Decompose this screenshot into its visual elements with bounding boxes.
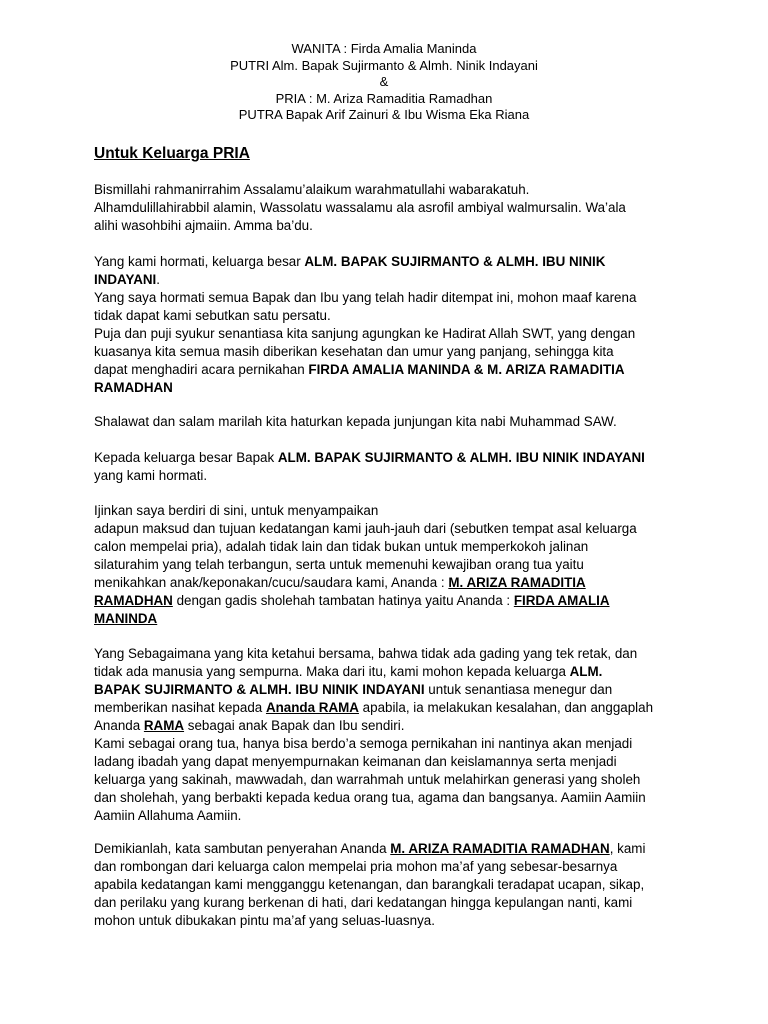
text-line: dan perilaku yang kurang berkenan di hati, dari kedatangan hingga kepulangan nanti, kami — [94, 895, 633, 910]
text-line: Kepada keluarga besar Bapak ALM. BAPAK SUJIRMANTO & ALMH. IBU NINIK INDAYANI — [94, 450, 645, 465]
paragraph-closing — [94, 840, 684, 930]
couple-name-bold: RAMADHAN — [94, 380, 173, 395]
text-line: adapun maksud dan tujuan kedatangan kami jauh-jauh dari (sebutken tempat asal keluarga — [94, 521, 637, 536]
groom-nickname: Ananda RAMA — [265, 700, 359, 715]
groom-line: PRIA : M. Ariza Ramaditia Ramadhan — [275, 90, 493, 106]
text-line: tidak dapat kami sebutkan satu persatu. — [94, 308, 331, 323]
text-line: Bismillahi rahmanirrahim Assalamu’alaikum warahmatullahi wabarakatuh. — [94, 182, 530, 197]
paragraph-advice — [94, 645, 684, 825]
text-line: BAPAK SUJIRMANTO & ALMH. IBU NINIK INDAYANI untuk senantiasa menegur dan — [94, 682, 613, 697]
groom-parents-line: PUTRA Bapak Arif Zainuri & Ibu Wisma Eka Riana — [238, 107, 530, 122]
text-line: silaturahim yang telah terbangun, serta untuk memenuhi kewajiban orang tua yaitu — [94, 557, 584, 572]
document-header — [0, 41, 768, 124]
text-line: Demikianlah, kata sambutan penyerahan Ananda M. ARIZA RAMADITIA RAMADHAN, kami — [94, 841, 646, 856]
text-line: tidak ada manusia yang sempurna. Maka dari itu, kami mohon kepada keluarga ALM. — [94, 664, 603, 679]
text-line: INDAYANI. — [94, 272, 160, 287]
text-line: dan rombongan dari keluarga calon mempelai pria mohon ma’af yang sebesar-besarnya — [94, 859, 618, 874]
text-line: RAMADHAN dengan gadis sholehah tambatan hatinya yaitu Ananda : FIRDA AMALIA — [94, 593, 610, 608]
text-line: Ijinkan saya berdiri di sini, untuk menyampaikan — [94, 503, 379, 518]
text-line: keluarga yang sakinah, mawwadah, dan warrahmah untuk melahirkan generasi yang sholeh — [94, 772, 641, 787]
family-name-bold: INDAYANI — [94, 272, 157, 287]
groom-name: M. ARIZA RAMADITIA — [448, 575, 586, 590]
family-name-bold: BAPAK SUJIRMANTO & ALMH. IBU NINIK INDAYANI — [94, 682, 425, 697]
text-line: apabila kedatangan kami mengganggu ketenangan, dan barangkali teradapat ucapan, sikap, — [94, 877, 645, 892]
text-line: Puja dan puji syukur senantiasa kita sanjung agungkan ke Hadirat Allah SWT, yang dengan — [94, 326, 636, 341]
text-line: dan sholehah, yang berbakti kepada kedua orang tua, agama dan bangsanya. Aamiin Aamiin — [94, 790, 646, 805]
paragraph-purpose — [94, 502, 684, 628]
text-line: yang kami hormati. — [94, 468, 208, 483]
couple-name-bold: FIRDA AMALIA MANINDA & M. ARIZA RAMADITIA — [308, 362, 625, 377]
text-line: Yang Sebagaimana yang kita ketahui bersama, bahwa tidak ada gading yang tek retak, dan — [94, 646, 638, 661]
text-line: alihi wasohbihi ajmaiin. Amma ba’du. — [94, 218, 313, 233]
text-line: Yang kami hormati, keluarga besar ALM. BAPAK SUJIRMANTO & ALMH. IBU NINIK — [94, 254, 606, 269]
bride-line: WANITA : Firda Amalia Maninda — [291, 41, 477, 56]
text-line: kuasanya kita semua masih diberikan kesehatan dan umur yang panjang, sehingga kita — [94, 344, 614, 359]
text-line: ladang ibadah yang dapat menyempurnakan keimanan dan keislamannya serta menjadi — [94, 754, 617, 769]
groom-name: RAMADHAN — [94, 593, 173, 608]
text-line: Aamiin Allahuma Aamiin. — [94, 808, 242, 823]
family-name-bold: ALM. BAPAK SUJIRMANTO & ALMH. IBU NINIK INDAYANI — [277, 450, 645, 465]
text-line — [94, 610, 684, 628]
groom-name: M. ARIZA RAMADITIA RAMADHAN — [390, 841, 610, 856]
paragraph-opening — [94, 181, 684, 235]
text-line: memberikan nasihat kepada Ananda RAMA apabila, ia melakukan kesalahan, dan anggaplah — [94, 700, 654, 715]
paragraph-respect — [94, 253, 684, 397]
paragraph-shalawat — [94, 413, 684, 431]
bride-parents-line: PUTRI Alm. Bapak Sujirmanto & Almh. Ninik Indayani — [230, 57, 538, 73]
text-line: mohon untuk dibukakan pintu ma’af yang seluas-luasnya. — [94, 913, 435, 928]
text-line: Ananda RAMA sebagai anak Bapak dan Ibu sendiri. — [94, 718, 405, 733]
bride-name: MANINDA — [94, 611, 158, 626]
text-line: calon mempelai pria), adalah tidak lain dan tidak bukan untuk memperkokoh jalinan — [94, 539, 589, 554]
ampersand-line: & — [379, 74, 389, 89]
text-line: dapat menghadiri acara pernikahan FIRDA AMALIA MANINDA & M. ARIZA RAMADITIA — [94, 362, 625, 377]
bride-name: FIRDA AMALIA — [513, 593, 610, 608]
text-line — [94, 379, 684, 397]
text-line: Shalawat dan salam marilah kita haturkan kepada junjungan kita nabi Muhammad SAW. — [94, 414, 617, 429]
text-line: Alhamdulillahirabbil alamin, Wassolatu wassalamu ala asrofil ambiyal walmursalin. Wa’ala — [94, 200, 626, 215]
section-heading: Untuk Keluarga PRIA — [94, 145, 250, 162]
text-line: Kami sebagai orang tua, hanya bisa berdo’a semoga pernikahan ini nantinya akan menjadi — [94, 736, 633, 751]
text-line: Yang saya hormati semua Bapak dan Ibu yang telah hadir ditempat ini, mohon maaf karena — [94, 290, 637, 305]
family-name-bold: ALM. BAPAK SUJIRMANTO & ALMH. IBU NINIK — [304, 254, 606, 269]
paragraph-address — [94, 449, 684, 485]
text-line: menikahkan anak/keponakan/cucu/saudara kami, Ananda : M. ARIZA RAMADITIA — [94, 575, 586, 590]
groom-nickname: RAMA — [143, 718, 185, 733]
